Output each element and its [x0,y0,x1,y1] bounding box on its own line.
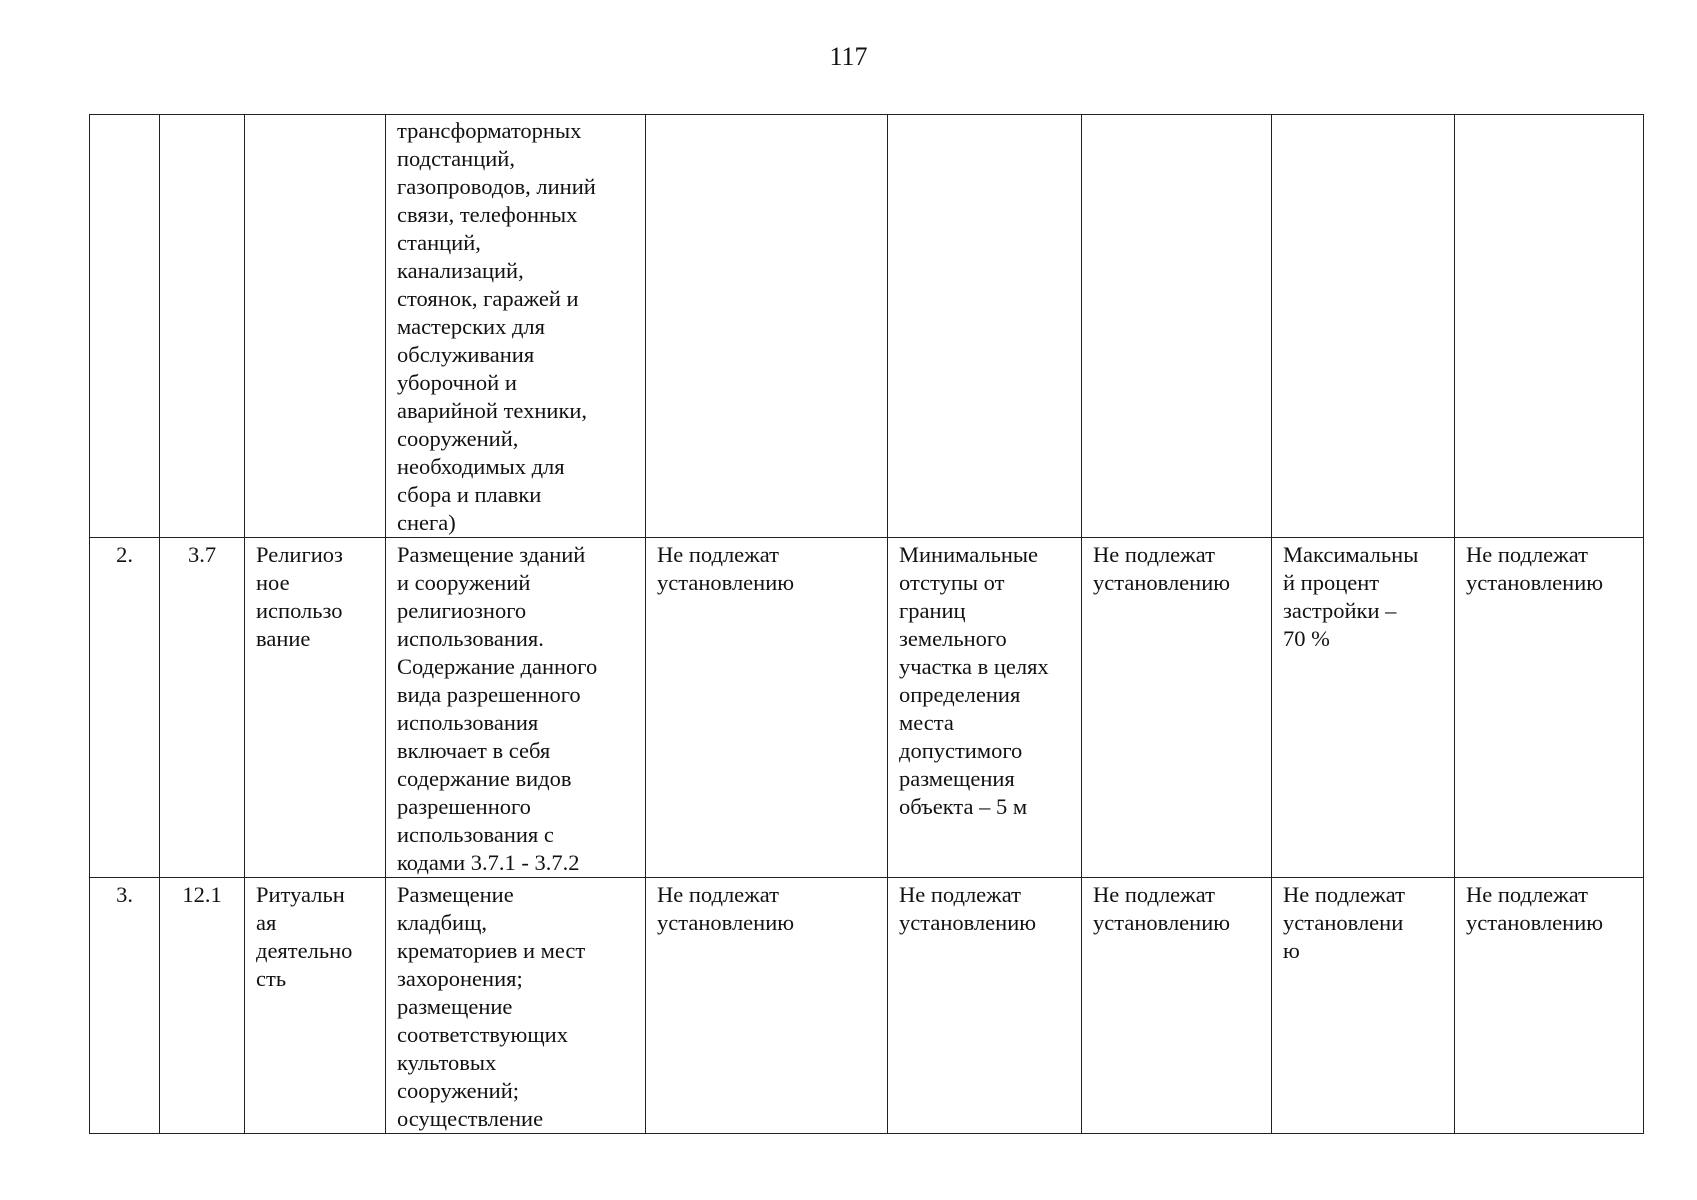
parameter-cell: Не подлежат установлению [888,878,1082,1134]
parameter-cell: Максимальны й процент застройки – 70 % [1272,538,1455,878]
use-description-cell: Размещение кладбищ, крематориев и мест захоронения; размещение соответствующих культовых сооружений; осуществление [386,878,646,1134]
parameter-cell: Не подлежат установлению [646,538,888,878]
parameter-cell: Не подлежат установлени ю [1272,878,1455,1134]
table-row [90,878,1644,1134]
use-name-cell: Религиоз ное использо вание [245,538,386,878]
use-code-cell [160,115,245,538]
parameter-cell: Не подлежат установлению [646,878,888,1134]
row-number-cell: 3. [90,878,160,1134]
parameter-cell [1082,115,1272,538]
regulations-table [89,114,1644,1134]
parameter-cell [1455,115,1644,538]
parameter-cell: Не подлежат установлению [1082,878,1272,1134]
parameter-cell [1272,115,1455,538]
parameter-cell: Не подлежат установлению [1455,538,1644,878]
use-description-cell: трансформаторных подстанций, газопроводов, линий связи, телефонных станций, канализаций, стоянок, гаражей и мастерских для обслуживания уборочной и аварийной техники, сооружений, необходимых для сбора и плавки снега) [386,115,646,538]
page-number: 117 [829,42,868,71]
table-row [90,538,1644,878]
use-description-cell: Размещение зданий и сооружений религиозного использования. Содержание данного вида разрешенного использования включает в себя содержание видов разрешенного использования с кодами 3.7.1 - 3.7.2 [386,538,646,878]
use-name-cell: Ритуальн ая деятельно сть [245,878,386,1134]
parameter-cell [646,115,888,538]
parameter-cell: Минимальные отступы от границ земельного участка в целях определения места допустимого размещения объекта – 5 м [888,538,1082,878]
use-code-cell: 12.1 [160,878,245,1134]
use-name-cell [245,115,386,538]
use-code-cell: 3.7 [160,538,245,878]
parameter-cell: Не подлежат установлению [1082,538,1272,878]
parameter-cell: Не подлежат установлению [1455,878,1644,1134]
row-number-cell: 2. [90,538,160,878]
row-number-cell [90,115,160,538]
table-row [90,115,1644,538]
parameter-cell [888,115,1082,538]
